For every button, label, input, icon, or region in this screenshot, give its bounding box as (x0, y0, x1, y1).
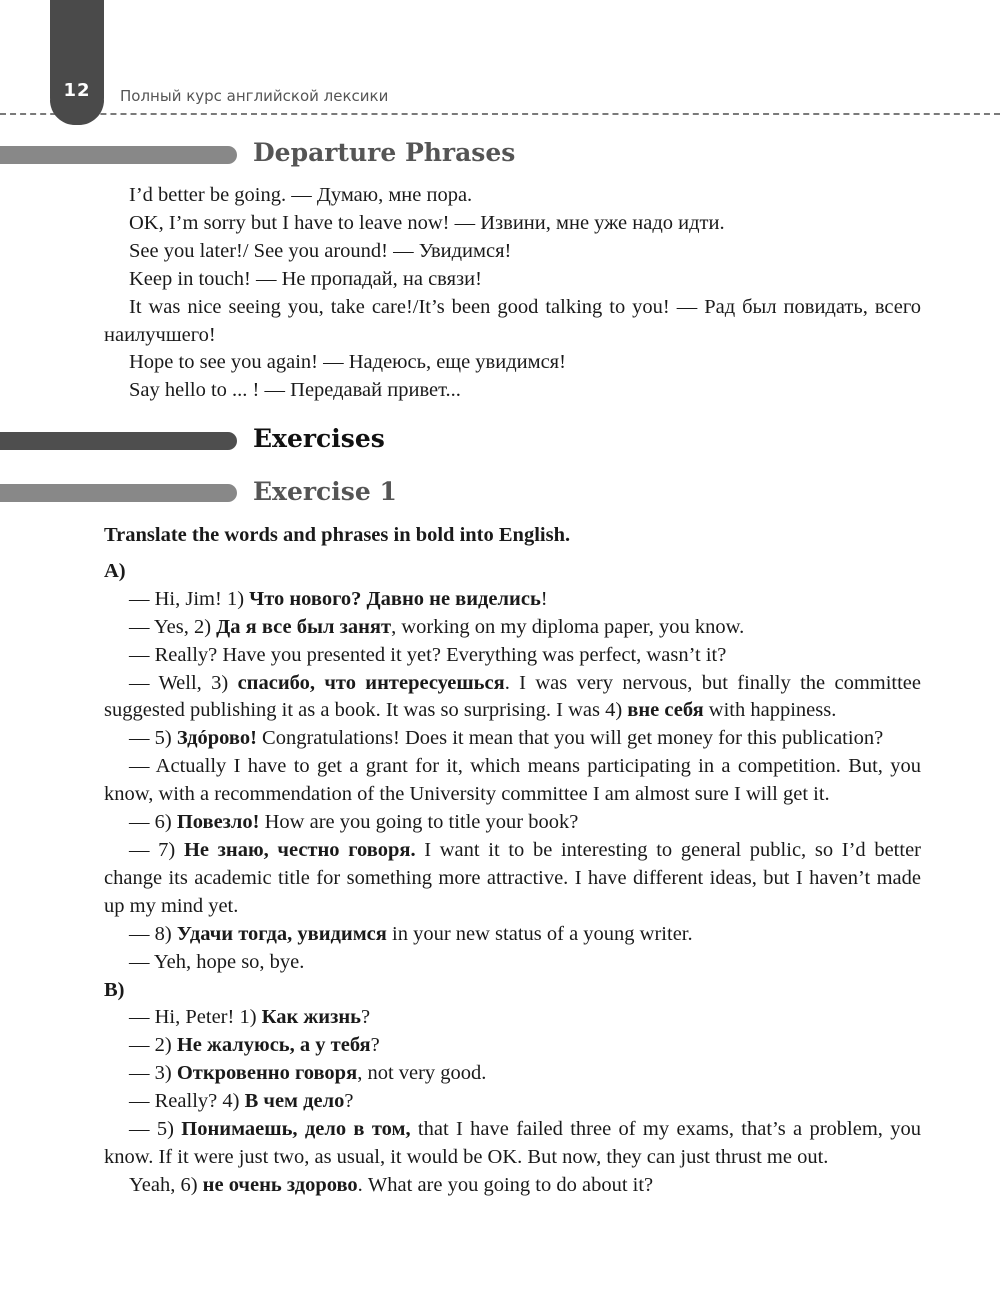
exercise-1-title: Exercise 1 (253, 477, 397, 506)
dialogue-line (104, 837, 921, 921)
line-text: — Hi, Jim! 1) (129, 587, 250, 610)
bold-phrase: спасибо, что интересуешься (237, 671, 505, 694)
phrase-item: I’d better be going. — Думаю, мне пора. (129, 184, 473, 206)
line-text: ? (370, 1034, 380, 1057)
line-text: — Really? Have you presented it yet? Everything was perfect, wasn’t it? (129, 643, 727, 666)
line-text: — 5) (129, 727, 177, 750)
line-text: How are you going to title your book? (259, 811, 579, 834)
line-text: , not very good. (357, 1062, 487, 1085)
section-bar-departure (0, 146, 237, 164)
dialogue-line (104, 670, 921, 726)
line-text: ? (344, 1090, 354, 1113)
phrase-item: See you later!/ See you around! — Увидимся! (129, 239, 512, 262)
line-text: with happiness. (703, 699, 837, 722)
line-text: . I was very nervous, but finally the committee suggested publishing it as a book. It was so surprising. I was 4) (104, 671, 922, 722)
dialogue-line (104, 1172, 921, 1200)
line-text: — Hi, Peter! 1) (129, 1006, 262, 1029)
dialogue-line (104, 753, 921, 809)
line-text: — Yeh, hope so, bye. (129, 950, 305, 973)
bold-phrase: Не знаю, честно говоря. (183, 838, 416, 861)
running-title: Полный курс английской лексики (120, 87, 389, 105)
dialogue-line (104, 1060, 921, 1088)
line-text: ! (540, 587, 548, 610)
dialogue-line (104, 1032, 921, 1060)
part-a-dialogue (104, 586, 921, 977)
bold-phrase: Откровенно говоря (176, 1062, 358, 1085)
line-text: — Well, 3) (129, 671, 238, 694)
phrase-item: Say hello to ... ! — Передавай привет... (129, 379, 461, 402)
bold-phrase: Повезло! (176, 811, 260, 834)
section-bar-exercise-1 (0, 484, 237, 502)
bold-phrase: Понимаешь, дело в том, (181, 1118, 411, 1141)
section-title-exercises: Exercises (253, 424, 385, 453)
line-text: in your new status of a young writer. (386, 922, 693, 945)
dialogue-line (104, 725, 921, 753)
line-text: Yeah, 6) (129, 1173, 203, 1196)
bold-phrase: Не жалуюсь, а у тебя (176, 1034, 371, 1057)
line-text: — 3) (129, 1062, 177, 1085)
line-text: — 7) (129, 838, 184, 861)
header-divider (0, 113, 1000, 115)
line-text: — 6) (129, 811, 177, 834)
bold-phrase: В чем дело (244, 1090, 345, 1113)
line-text: I want it to be interesting to general public, so I’d better change its academic title for something more attractive. I have different ideas, but I haven’t made up my mind yet. (104, 838, 921, 917)
line-text: that I have failed three of my exams, that’s a problem, you know. If it were just two, as usual, it would be OK. But now, they can just thrust me out. (104, 1118, 922, 1168)
part-a-label: A) (104, 559, 126, 582)
section-bar-exercises (0, 432, 237, 450)
bold-phrase: Да я все был занят (216, 615, 392, 638)
dialogue-line (104, 809, 921, 837)
phrase-item: Keep in touch! — Не пропадай, на связи! (129, 267, 482, 290)
dialogue-line (104, 586, 921, 614)
dialogue-line (104, 921, 921, 949)
bold-phrase: Что нового? Давно не виделись (249, 587, 541, 610)
bold-phrase: не очень здорово (202, 1173, 358, 1196)
line-text: — 5) (129, 1118, 182, 1141)
line-text: — Really? 4) (129, 1090, 245, 1113)
phrase-item: It was nice seeing you, take care!/It’s been good talking to you! — Рад был повидать, всего наилучшего! (104, 295, 921, 346)
dialogue-line (104, 1116, 921, 1172)
bold-phrase: Удачи тогда, увидимся (176, 922, 387, 945)
bold-phrase: Как жизнь (261, 1006, 362, 1029)
part-b-label: B) (104, 978, 125, 1001)
exercise-instruction: Translate the words and phrases in bold into English. (104, 524, 571, 546)
section-title-departure: Departure Phrases (253, 138, 516, 167)
line-text: — Actually I have to get a grant for it, which means participating in a competition. But, you know, with a recommendation of the University committee I am almost sure I will get it. (104, 755, 921, 806)
departure-phrases-list (104, 182, 921, 405)
part-b-dialogue (104, 1004, 921, 1199)
line-text: Congratulations! Does it mean that you will get money for this publication? (256, 727, 884, 750)
dialogue-line (104, 642, 921, 670)
line-text: . What are you going to do about it? (357, 1173, 654, 1196)
bold-phrase: Здóрово! (176, 727, 257, 750)
line-text: — 8) (129, 922, 177, 945)
line-text: , working on my diploma paper, you know. (391, 615, 745, 638)
phrase-item: Hope to see you again! — Надеюсь, еще увидимся! (129, 351, 566, 374)
dialogue-line (104, 1088, 921, 1116)
bold-phrase: вне себя (627, 699, 704, 722)
line-text: ? (361, 1006, 371, 1029)
line-text: — 2) (129, 1034, 177, 1057)
exercise-1-body (104, 522, 921, 1200)
dialogue-line (104, 1004, 921, 1032)
dialogue-line (104, 949, 921, 977)
dialogue-line (104, 614, 921, 642)
line-text: — Yes, 2) (129, 615, 217, 638)
phrase-item: OK, I’m sorry but I have to leave now! — Извини, мне уже надо идти. (129, 211, 725, 234)
page-number: 12 (63, 80, 91, 101)
page-number-tab-bottom (50, 100, 104, 125)
